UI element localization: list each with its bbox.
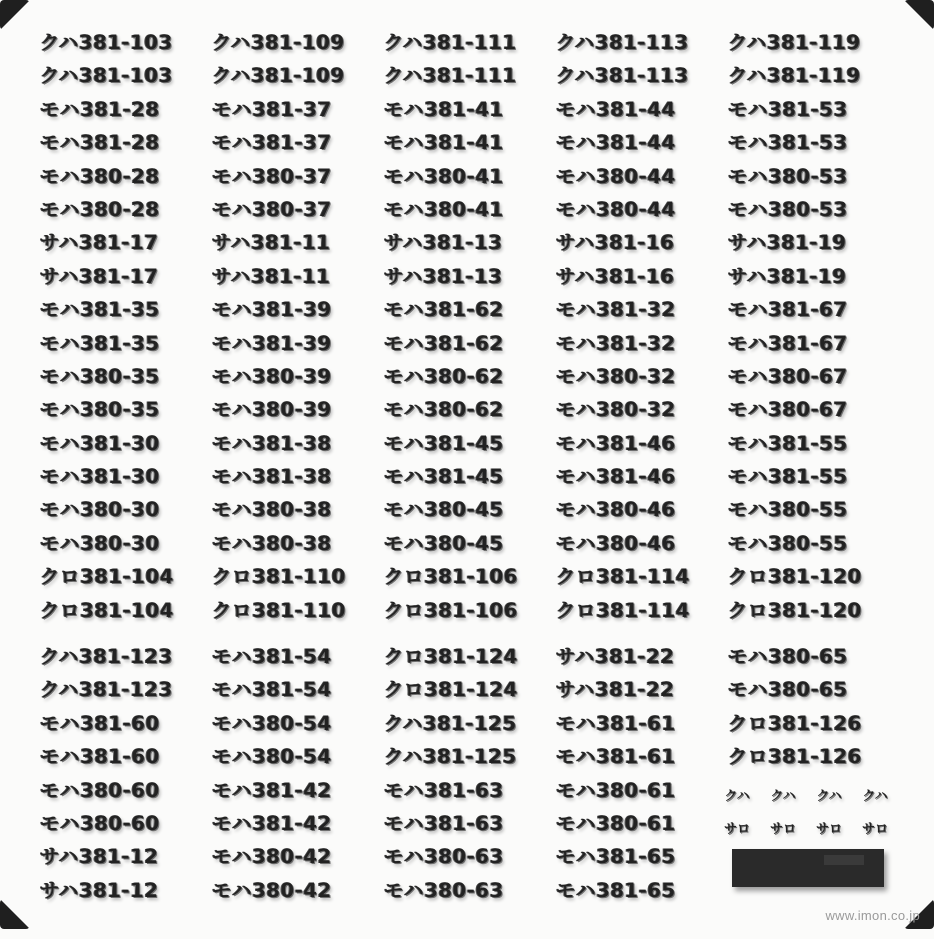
car-number-label: モハ380-32 [556, 364, 676, 388]
car-number-label: モハ380-62 [384, 364, 504, 388]
car-number-label: モハ380-30 [40, 498, 160, 522]
car-number-label: モハ381-54 [212, 645, 332, 668]
mini-label: クハ [816, 789, 842, 804]
car-number-label: モハ380-35 [40, 364, 160, 388]
car-number-label: サハ381-22 [556, 678, 675, 702]
mini-label: サロ [769, 822, 796, 837]
car-number-label: モハ381-61 [556, 711, 676, 735]
car-number-label: モハ381-46 [556, 465, 676, 489]
car-number-label: モハ380-37 [212, 164, 332, 188]
car-number-label: クロ381-110 [212, 598, 346, 622]
car-number-label: サハ381-17 [40, 231, 159, 255]
car-number-label: モハ381-28 [40, 97, 160, 121]
car-number-label: モハ380-38 [212, 531, 332, 555]
car-number-label: サハ381-12 [40, 878, 159, 902]
car-number-label: モハ381-37 [212, 131, 332, 155]
plate-detail [824, 855, 864, 865]
car-number-label: クロ381-120 [728, 565, 862, 589]
car-number-label: クハ381-103 [40, 31, 173, 54]
corner-mark [904, 0, 934, 30]
car-number-label: クハ381-109 [212, 31, 345, 54]
car-number-label: サハ381-13 [384, 264, 503, 288]
car-number-label: モハ380-46 [556, 531, 676, 555]
car-number-label: モハ380-63 [384, 878, 504, 902]
car-number-label: クハ381-113 [556, 31, 689, 54]
car-number-label: モハ381-55 [728, 431, 848, 455]
car-number-label: クハ381-119 [728, 31, 861, 54]
car-number-label: サハ381-17 [40, 264, 159, 288]
mini-label-block [716, 780, 896, 846]
car-number-label: クハ381-123 [40, 645, 173, 668]
car-number-label: モハ380-60 [40, 778, 160, 802]
car-number-label: モハ381-67 [728, 298, 848, 322]
car-number-label: サハ381-19 [728, 231, 847, 255]
decal-grid-top [40, 26, 900, 627]
car-number-label: クロ381-120 [728, 598, 862, 622]
car-number-label: モハ381-41 [384, 97, 504, 121]
car-number-label: モハ381-61 [556, 745, 676, 769]
car-number-label: モハ380-67 [728, 398, 848, 422]
car-number-label: モハ380-28 [40, 164, 160, 188]
car-number-label: モハ380-32 [556, 398, 676, 422]
car-number-label: クハ381-111 [384, 64, 517, 88]
car-number-label: モハ381-38 [212, 431, 332, 455]
car-number-label: モハ381-41 [384, 131, 504, 155]
car-number-label: モハ381-65 [556, 878, 676, 902]
mini-label: クハ [770, 789, 796, 804]
car-number-label: モハ380-61 [556, 778, 676, 802]
car-number-label: モハ380-45 [384, 531, 504, 555]
car-number-label: モハ380-30 [40, 531, 160, 555]
car-number-label: モハ380-28 [40, 197, 160, 221]
car-number-label: モハ381-60 [40, 711, 160, 735]
car-number-label: クハ381-123 [40, 678, 173, 702]
car-number-label: クロ381-124 [384, 645, 518, 668]
car-number-label: クロ381-114 [556, 598, 690, 622]
car-number-label: モハ380-42 [212, 845, 332, 869]
mini-label: サロ [861, 822, 888, 837]
car-number-label: モハ380-38 [212, 498, 332, 522]
car-number-label: モハ381-37 [212, 97, 332, 121]
car-number-label: モハ380-46 [556, 498, 676, 522]
car-number-label: モハ381-32 [556, 298, 676, 322]
car-number-label: モハ380-45 [384, 498, 504, 522]
car-number-label: モハ381-60 [40, 745, 160, 769]
car-number-label: モハ380-53 [728, 164, 848, 188]
car-number-label: サハ381-12 [40, 845, 159, 869]
mini-label-row [716, 813, 896, 846]
car-number-label: モハ381-54 [212, 678, 332, 702]
car-number-label: モハ380-60 [40, 811, 160, 835]
car-number-label: クハ381-113 [556, 64, 689, 88]
car-number-label: モハ380-39 [212, 398, 332, 422]
car-number-label: サハ381-11 [212, 231, 331, 255]
car-number-label: モハ381-63 [384, 778, 504, 802]
car-number-label: クハ381-103 [40, 64, 173, 88]
car-number-label: モハ381-30 [40, 465, 160, 489]
car-number-label: モハ380-55 [728, 531, 848, 555]
watermark: www.imon.co.jp [825, 908, 920, 923]
car-number-label: モハ381-65 [556, 845, 676, 869]
corner-mark [0, 899, 30, 929]
car-number-label: クハ381-125 [384, 711, 517, 735]
car-number-label: クロ381-104 [40, 598, 174, 622]
car-number-label: モハ381-42 [212, 811, 332, 835]
mini-label: サロ [815, 822, 842, 837]
car-number-label: クハ381-125 [384, 745, 517, 769]
car-number-label: モハ380-42 [212, 878, 332, 902]
car-number-label: クロ381-126 [728, 711, 862, 735]
car-number-label: サハ381-11 [212, 264, 331, 288]
mini-label: サロ [723, 822, 750, 837]
car-number-label: モハ381-55 [728, 465, 848, 489]
car-number-label: モハ380-37 [212, 197, 332, 221]
mini-label-row [716, 780, 896, 813]
car-number-label: モハ381-62 [384, 298, 504, 322]
car-number-label: モハ380-67 [728, 364, 848, 388]
car-number-label: モハ381-39 [212, 298, 332, 322]
car-number-label: モハ381-35 [40, 331, 160, 355]
car-number-label: モハ381-53 [728, 131, 848, 155]
car-number-label: モハ380-44 [556, 197, 676, 221]
car-number-label: クロ381-110 [212, 565, 346, 589]
car-number-label: モハ380-54 [212, 745, 332, 769]
car-number-label: モハ381-45 [384, 431, 504, 455]
dark-plate-decal [732, 849, 884, 887]
car-number-label: モハ380-41 [384, 164, 504, 188]
corner-mark [0, 0, 30, 30]
car-number-label: モハ381-38 [212, 465, 332, 489]
car-number-label: モハ381-53 [728, 97, 848, 121]
car-number-label: サハ381-22 [556, 645, 675, 668]
car-number-label: モハ380-39 [212, 364, 332, 388]
car-number-label: モハ381-44 [556, 97, 676, 121]
car-number-label: モハ381-28 [40, 131, 160, 155]
car-number-label: モハ380-63 [384, 845, 504, 869]
car-number-label: モハ381-44 [556, 131, 676, 155]
car-number-label: モハ380-62 [384, 398, 504, 422]
car-number-label: モハ381-32 [556, 331, 676, 355]
car-number-label: モハ380-41 [384, 197, 504, 221]
car-number-label: モハ381-63 [384, 811, 504, 835]
car-number-label: クハ381-109 [212, 64, 345, 88]
car-number-label: モハ381-67 [728, 331, 848, 355]
car-number-label: クハ381-119 [728, 64, 861, 88]
car-number-label: モハ380-54 [212, 711, 332, 735]
car-number-label: モハ380-65 [728, 645, 848, 668]
car-number-label: クロ381-124 [384, 678, 518, 702]
car-number-label: クロ381-114 [556, 565, 690, 589]
car-number-label: モハ381-30 [40, 431, 160, 455]
car-number-label: モハ381-45 [384, 465, 504, 489]
car-number-label: クロ381-106 [384, 565, 518, 589]
car-number-label: モハ381-42 [212, 778, 332, 802]
car-number-label: モハ380-65 [728, 678, 848, 702]
mini-label: クハ [862, 789, 888, 804]
car-number-label: モハ380-44 [556, 164, 676, 188]
car-number-label: モハ380-35 [40, 398, 160, 422]
car-number-label: モハ381-39 [212, 331, 332, 355]
mini-label: クハ [724, 789, 750, 804]
car-number-label: サハ381-16 [556, 231, 675, 255]
car-number-label: クロ381-126 [728, 745, 862, 769]
car-number-label: モハ380-61 [556, 811, 676, 835]
car-number-label: クハ381-111 [384, 31, 517, 54]
car-number-label: クロ381-106 [384, 598, 518, 622]
car-number-label: モハ381-62 [384, 331, 504, 355]
car-number-label: モハ381-46 [556, 431, 676, 455]
car-number-label: モハ381-35 [40, 298, 160, 322]
car-number-label: サハ381-13 [384, 231, 503, 255]
car-number-label: サハ381-16 [556, 264, 675, 288]
car-number-label: モハ380-55 [728, 498, 848, 522]
car-number-label: モハ380-53 [728, 197, 848, 221]
car-number-label: クロ381-104 [40, 565, 174, 589]
car-number-label: サハ381-19 [728, 264, 847, 288]
